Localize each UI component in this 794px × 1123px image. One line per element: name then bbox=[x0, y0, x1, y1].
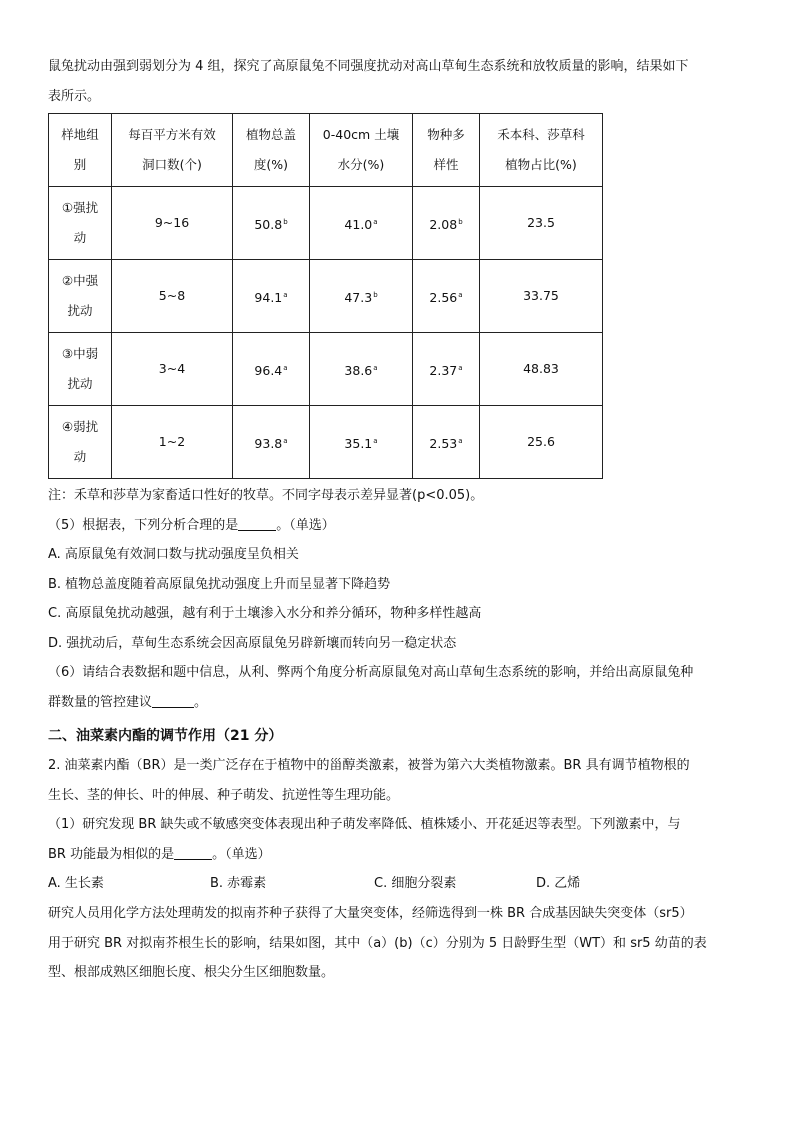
header-cover: 植物总盖 度(%) bbox=[233, 114, 310, 187]
results-table bbox=[48, 113, 603, 479]
q2-line-1: 2. 油菜素内酯（BR）是一类广泛存在于植物中的甾醇类激素，被誉为第六大类植物激素。BR 具有调节植物根的 bbox=[48, 758, 690, 773]
cell-water: 38.6$^a$ bbox=[310, 333, 413, 406]
cell-diversity: 2.56$^a$ bbox=[413, 260, 480, 333]
cell-cover: 94.1$^a$ bbox=[233, 260, 310, 333]
cell-ratio: 23.5 bbox=[480, 187, 603, 260]
answer-blank[interactable] bbox=[174, 845, 212, 860]
answer-blank[interactable] bbox=[238, 516, 276, 531]
table-header-row bbox=[49, 114, 603, 187]
q2-option-b: B. 赤霉素 bbox=[210, 876, 267, 891]
cell-group: ①强扰 动 bbox=[49, 187, 112, 260]
cell-diversity: 2.08$^b$ bbox=[413, 187, 480, 260]
q2-para-line-3: 型、根部成熟区细胞长度、根尖分生区细胞数量。 bbox=[48, 965, 335, 980]
q2-para-line-2: 用于研究 BR 对拟南芥根生长的影响，结果如图，其中（a）(b)（c）分别为 5 日龄野生型（WT）和 sr5 幼苗的表 bbox=[48, 935, 707, 951]
header-ratio: 禾本科、莎草科 植物占比(%) bbox=[480, 114, 603, 187]
cell-group: ③中弱 扰动 bbox=[49, 333, 112, 406]
q2-option-a: A. 生长素 bbox=[48, 876, 104, 891]
q2-sub1-line-2: BR 功能最为相似的是 。（单选） bbox=[48, 846, 271, 862]
q2-options bbox=[48, 869, 748, 899]
cell-ratio: 48.83 bbox=[480, 333, 603, 406]
table-row bbox=[49, 260, 603, 333]
cell-holes: 5~8 bbox=[112, 260, 233, 333]
cell-water: 35.1$^a$ bbox=[310, 406, 413, 479]
cell-group: ②中强 扰动 bbox=[49, 260, 112, 333]
table-note: 注：禾草和莎草为家畜适口性好的牧草。不同字母表示差异显著(p<0.05)。 bbox=[48, 488, 484, 503]
answer-blank[interactable] bbox=[152, 693, 194, 708]
cell-holes: 1~2 bbox=[112, 406, 233, 479]
table-row bbox=[49, 406, 603, 479]
q2-option-d: D. 乙烯 bbox=[536, 876, 581, 891]
q6-line-2: 群数量的管控建议 。 bbox=[48, 694, 208, 710]
q5-stem: （5）根据表，下列分析合理的是 。（单选） bbox=[48, 517, 335, 533]
header-holes: 每百平方米有效 洞口数(个) bbox=[112, 114, 233, 187]
cell-cover: 50.8$^b$ bbox=[233, 187, 310, 260]
cell-group: ④弱扰 动 bbox=[49, 406, 112, 479]
cell-cover: 96.4$^a$ bbox=[233, 333, 310, 406]
table-row bbox=[49, 333, 603, 406]
q5-option-c: C. 高原鼠兔扰动越强，越有利于土壤渗入水分和养分循环，物种多样性越高 bbox=[48, 606, 482, 621]
cell-cover: 93.8$^a$ bbox=[233, 406, 310, 479]
cell-diversity: 2.53$^a$ bbox=[413, 406, 480, 479]
q2-sub1-line-1: （1）研究发现 BR 缺失或不敏感突变体表现出种子萌发率降低、植株矮小、开花延迟等表型。下列激素中，与 bbox=[48, 817, 681, 832]
table-row bbox=[49, 187, 603, 260]
cell-water: 47.3$^b$ bbox=[310, 260, 413, 333]
cell-holes: 9~16 bbox=[112, 187, 233, 260]
intro-line-1: 鼠兔扰动由强到弱划分为 4 组，探究了高原鼠兔不同强度扰动对高山草甸生态系统和放牧质量的影响，结果如下 bbox=[48, 59, 689, 74]
q6-line-1: （6）请结合表数据和题中信息，从利、弊两个角度分析高原鼠兔对高山草甸生态系统的影响，并给出高原鼠兔种 bbox=[48, 665, 694, 680]
q2-option-c: C. 细胞分裂素 bbox=[374, 876, 457, 891]
q5-option-b: B. 植物总盖度随着高原鼠兔扰动强度上升而呈显著下降趋势 bbox=[48, 576, 391, 592]
cell-diversity: 2.37$^a$ bbox=[413, 333, 480, 406]
cell-holes: 3~4 bbox=[112, 333, 233, 406]
q5-option-d: D. 强扰动后，草甸生态系统会因高原鼠兔另辟新壤而转向另一稳定状态 bbox=[48, 635, 457, 651]
cell-ratio: 33.75 bbox=[480, 260, 603, 333]
section-title: 二、油菜素内酯的调节作用（21 分） bbox=[48, 728, 283, 744]
header-water: 0-40cm 土壤 水分(%) bbox=[310, 114, 413, 187]
intro-line-2: 表所示。 bbox=[48, 88, 101, 104]
header-diversity: 物种多 样性 bbox=[413, 114, 480, 187]
cell-ratio: 25.6 bbox=[480, 406, 603, 479]
q2-para-line-1: 研究人员用化学方法处理萌发的拟南芥种子获得了大量突变体，经筛选得到一株 BR 合成基因缺失突变体（sr5） bbox=[48, 906, 693, 921]
q2-line-2: 生长、茎的伸长、叶的伸展、种子萌发、抗逆性等生理功能。 bbox=[48, 787, 400, 803]
document-page bbox=[48, 52, 748, 988]
q5-option-a: A. 高原鼠兔有效洞口数与扰动强度呈负相关 bbox=[48, 547, 299, 562]
cell-water: 41.0$^a$ bbox=[310, 187, 413, 260]
header-group: 样地组 别 bbox=[49, 114, 112, 187]
